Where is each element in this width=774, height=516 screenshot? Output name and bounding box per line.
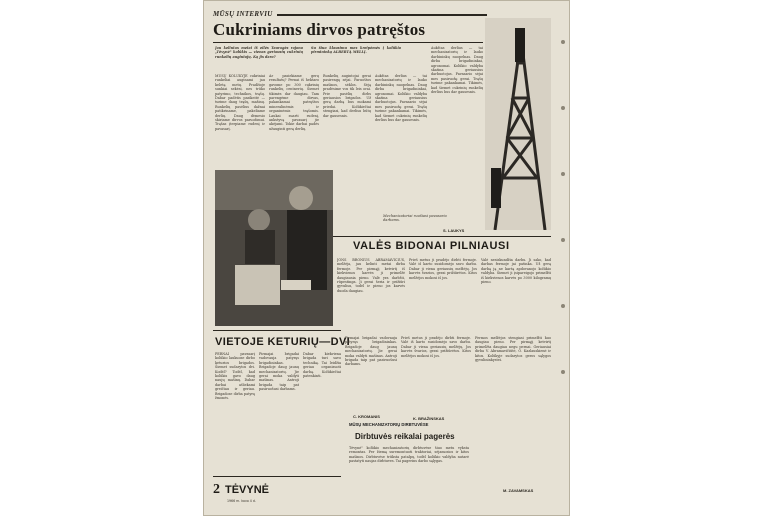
paper-name: TĖVYNĖ [225, 484, 270, 496]
section-kicker: MŪSŲ INTERVIU [213, 10, 273, 18]
photo1-caption: Mechanizatoriai ruošiasi pavasario darbams. [383, 214, 447, 222]
interview-col-3: Runkelių augintojai gerai pasirengę sėjai. Paruoštos mašinos, sėklos. Sėją pradėsime vos tik leis orai. Prie pasėlių dirbs geriausios brigados. Už gerą darbą bus mokami priedai. Kolūkiečiai stengiasi, kad derlius būtų dar gausesnis. [323, 74, 371, 118]
lede-left: Jau kelintas metai iš eilės Tauragės rajono „Tėvynė" kolūkis — vienas geriausių cukrinių runkelių augintojų. Ką jis daro? [215, 46, 303, 59]
header-rule [277, 14, 487, 16]
interview-col-5: Aukštas derlius — tai mechanizatorių ir lauko darbininkų nuopelnas. Daug dirba brigadininkai, agronomai. Kolūkio valdyba skatina geriausius darbuotojus. Pavasario sėjai mes pasiruošę gerai. Trąšų turime pakankamai. Tikimės, kad šiemet cukrinių runkelių derlius bus dar gausesnis. [431, 46, 483, 95]
valles-col-1: JONS BRONIUS ABRAMAVIČIUS, melžėja, jau kelinti metai dirba fermoje. Per pirmąjį ketvirtį iš kiekvienos karvės ji primelžė daugiausia pieno. Valė yra darbšti, rūpestinga. Ji gerai šeria ir prižiūri gyvulius, todėl ir pieno jos karvės duoda daugiau. [337, 258, 405, 293]
valles-signature: K. BRAŽINSKAS [413, 416, 445, 421]
newspaper-page [203, 0, 570, 516]
valles-col-2: Prieš metus ji pradėjo dirbti fermoje. Valė iš karto susidomėjo savo darbu. Dabar ji viena geriausių melžėjų. Jos karvės švarios, gerai prižiūrėtos. Kitos melžėjos mokosi iš jos. [409, 258, 477, 280]
interview-signature: S. LAUKYS [443, 228, 465, 233]
vietoje-col-2: Pirmajai brigadai vadovauja patyręs brigadininkas. Brigadoje daug jaunų mechanizatorių. Jie gerai moka valdyti mašinas. Antroji brigada taip pat pasiruošusi darbams. [259, 352, 299, 392]
dirbtuves-title: Dirbtuvės reikalai pagerės [355, 432, 455, 441]
photo-tower [485, 18, 551, 230]
right-col-body: Fermos melžėjos stengiasi primelžti kuo daugiau pieno. Per pirmąjį ketvirtį primelžta daugiau negu pernai. Geriausiai dirba V. Abramavičiūtė, O. Kazlauskienė ir kitos. Kolūkyje sudarytos geros sąlygos gyvulininkystei. [475, 336, 551, 363]
paper-date: 1966 m. kovo 4 d. [227, 499, 256, 503]
vietoje-col-4: Pirmajai brigadai vadovauja patyręs brigadininkas. Brigadoje daug jaunų mechanizatorių. Jie gerai moka valdyti mašinas. Antroji brigada taip pat pasiruošusi darbams. [345, 336, 397, 367]
photo-mechanics [215, 170, 333, 326]
valles-title: VALĖS BIDONAI PILNIAUSI [353, 240, 510, 252]
interview-col-4: Aukštas derlius — tai mechanizatorių ir lauko darbininkų nuopelnas. Daug dirba brigadininkai, agronomai. Kolūkio valdyba skatina geriausius darbuotojus. Pavasario sėjai mes pasiruošę gerai. Trąšų turime pakankamai. Tikimės, kad šiemet cukrinių runkelių derlius bus dar gausesnis. [375, 74, 427, 123]
binding-holes [561, 40, 565, 436]
dirbtuves-body: Tėvynė" kolūkio mechanizatorių dirbtuvėse šiuo metu vyksta remontas. Per žiemą suremontuoti traktoriai, sėjamosios ir kitos mašinos. Dirbtuvėse trūksta patalpų, todėl kolūkio valdyba nutarė pastatyti naujas dirbtuves. Tai pagerins darbo sąlygas. [349, 446, 469, 464]
interview-col-1: MŪSŲ KOLŪKYJE cukriniai runkeliai auginami jau keletą metų. Pradžioje sunkiai sekėsi, nes trūko patyrimo, technikos, trąšų. Dabar padėtis pasikeitė — turime daug trąšų, mašinų. Runkelių pasėlius dažnai patikriname, pakeliame derlių. Daug dėmesio skiriame dirvos paruošimui. Trąšas įterpiame rudenį ir pavasarį. [215, 74, 265, 131]
valles-col-3: Valė nesiskundžia darbu. Ji sako, kad darbas fermoje jai patinka. Už gerą darbą ją ne kartą apdovanojo kolūkio valdyba. Šiemet ji įsipareigojo primelžti iš kiekvienos karvės po 3000 kilogramų pieno. [481, 258, 551, 285]
photo-tower-image [485, 18, 551, 230]
article-title: Cukriniams dirvos patręštos [213, 20, 426, 39]
photo-mechanics-image [215, 170, 333, 326]
lede-right: Su šiuo klausimu mes kreipėmės į kolūkio pirmininką ALBERTĄ MELLĮ. [311, 46, 401, 55]
page-number: 2 [213, 482, 220, 497]
vietoje-title: VIETOJE KETURIŲ—DVI [215, 336, 351, 348]
vietoje-top-rule [213, 330, 341, 331]
footer-rule [213, 476, 341, 477]
vietoje-col-3: Dabar kiekviena brigada turi savo techniką. Tai leidžia geriau organizuoti darbą. Kolūkiečiai patenkinti. [303, 352, 341, 379]
vietoje-col-1: PERNAI pavasarį kolūkio laukuose dirbo keturios brigados. Šiemet sudarytos dvi. Kodėl? Todėl, kad kolūkis gavo daug naujų mašinų. Dabar darbai atliekami greičiau ir geriau. Brigadose dirba patyrę žmonės. [215, 352, 255, 401]
valles-continued: Prieš metus ji pradėjo dirbti fermoje. Valė iš karto susidomėjo savo darbu. Dabar ji viena geriausių melžėjų. Jos karvės švarios, gerai prižiūrėtos. Kitos melžėjos mokosi iš jos. [401, 336, 471, 358]
valles-top-rule [333, 236, 551, 237]
title-rule [213, 42, 483, 43]
right-col-signature: M. ZAVAMSKAS [503, 488, 534, 493]
vietoje-signature: C. KROMANIS [353, 414, 380, 419]
interview-col-2: Ar pasiekiame gerų rezultatų? Pernai iš hektaro gavome po 300 cukrinių runkelių centnerių. Šiemet tikimės dar daugiau. Tam parengėme dirvas, pakankamai patręštos mineralinėmis ir organinėmis trąšomis. Laukai suarti rudenį, ankstyvą pavasarį jie akėjami. Tokie darbai padės užauginti gerą derlių. [269, 74, 319, 131]
dirbtuves-kicker: MŪSŲ MECHANIZATORIŲ DIRBTUVĖSE [349, 422, 429, 427]
